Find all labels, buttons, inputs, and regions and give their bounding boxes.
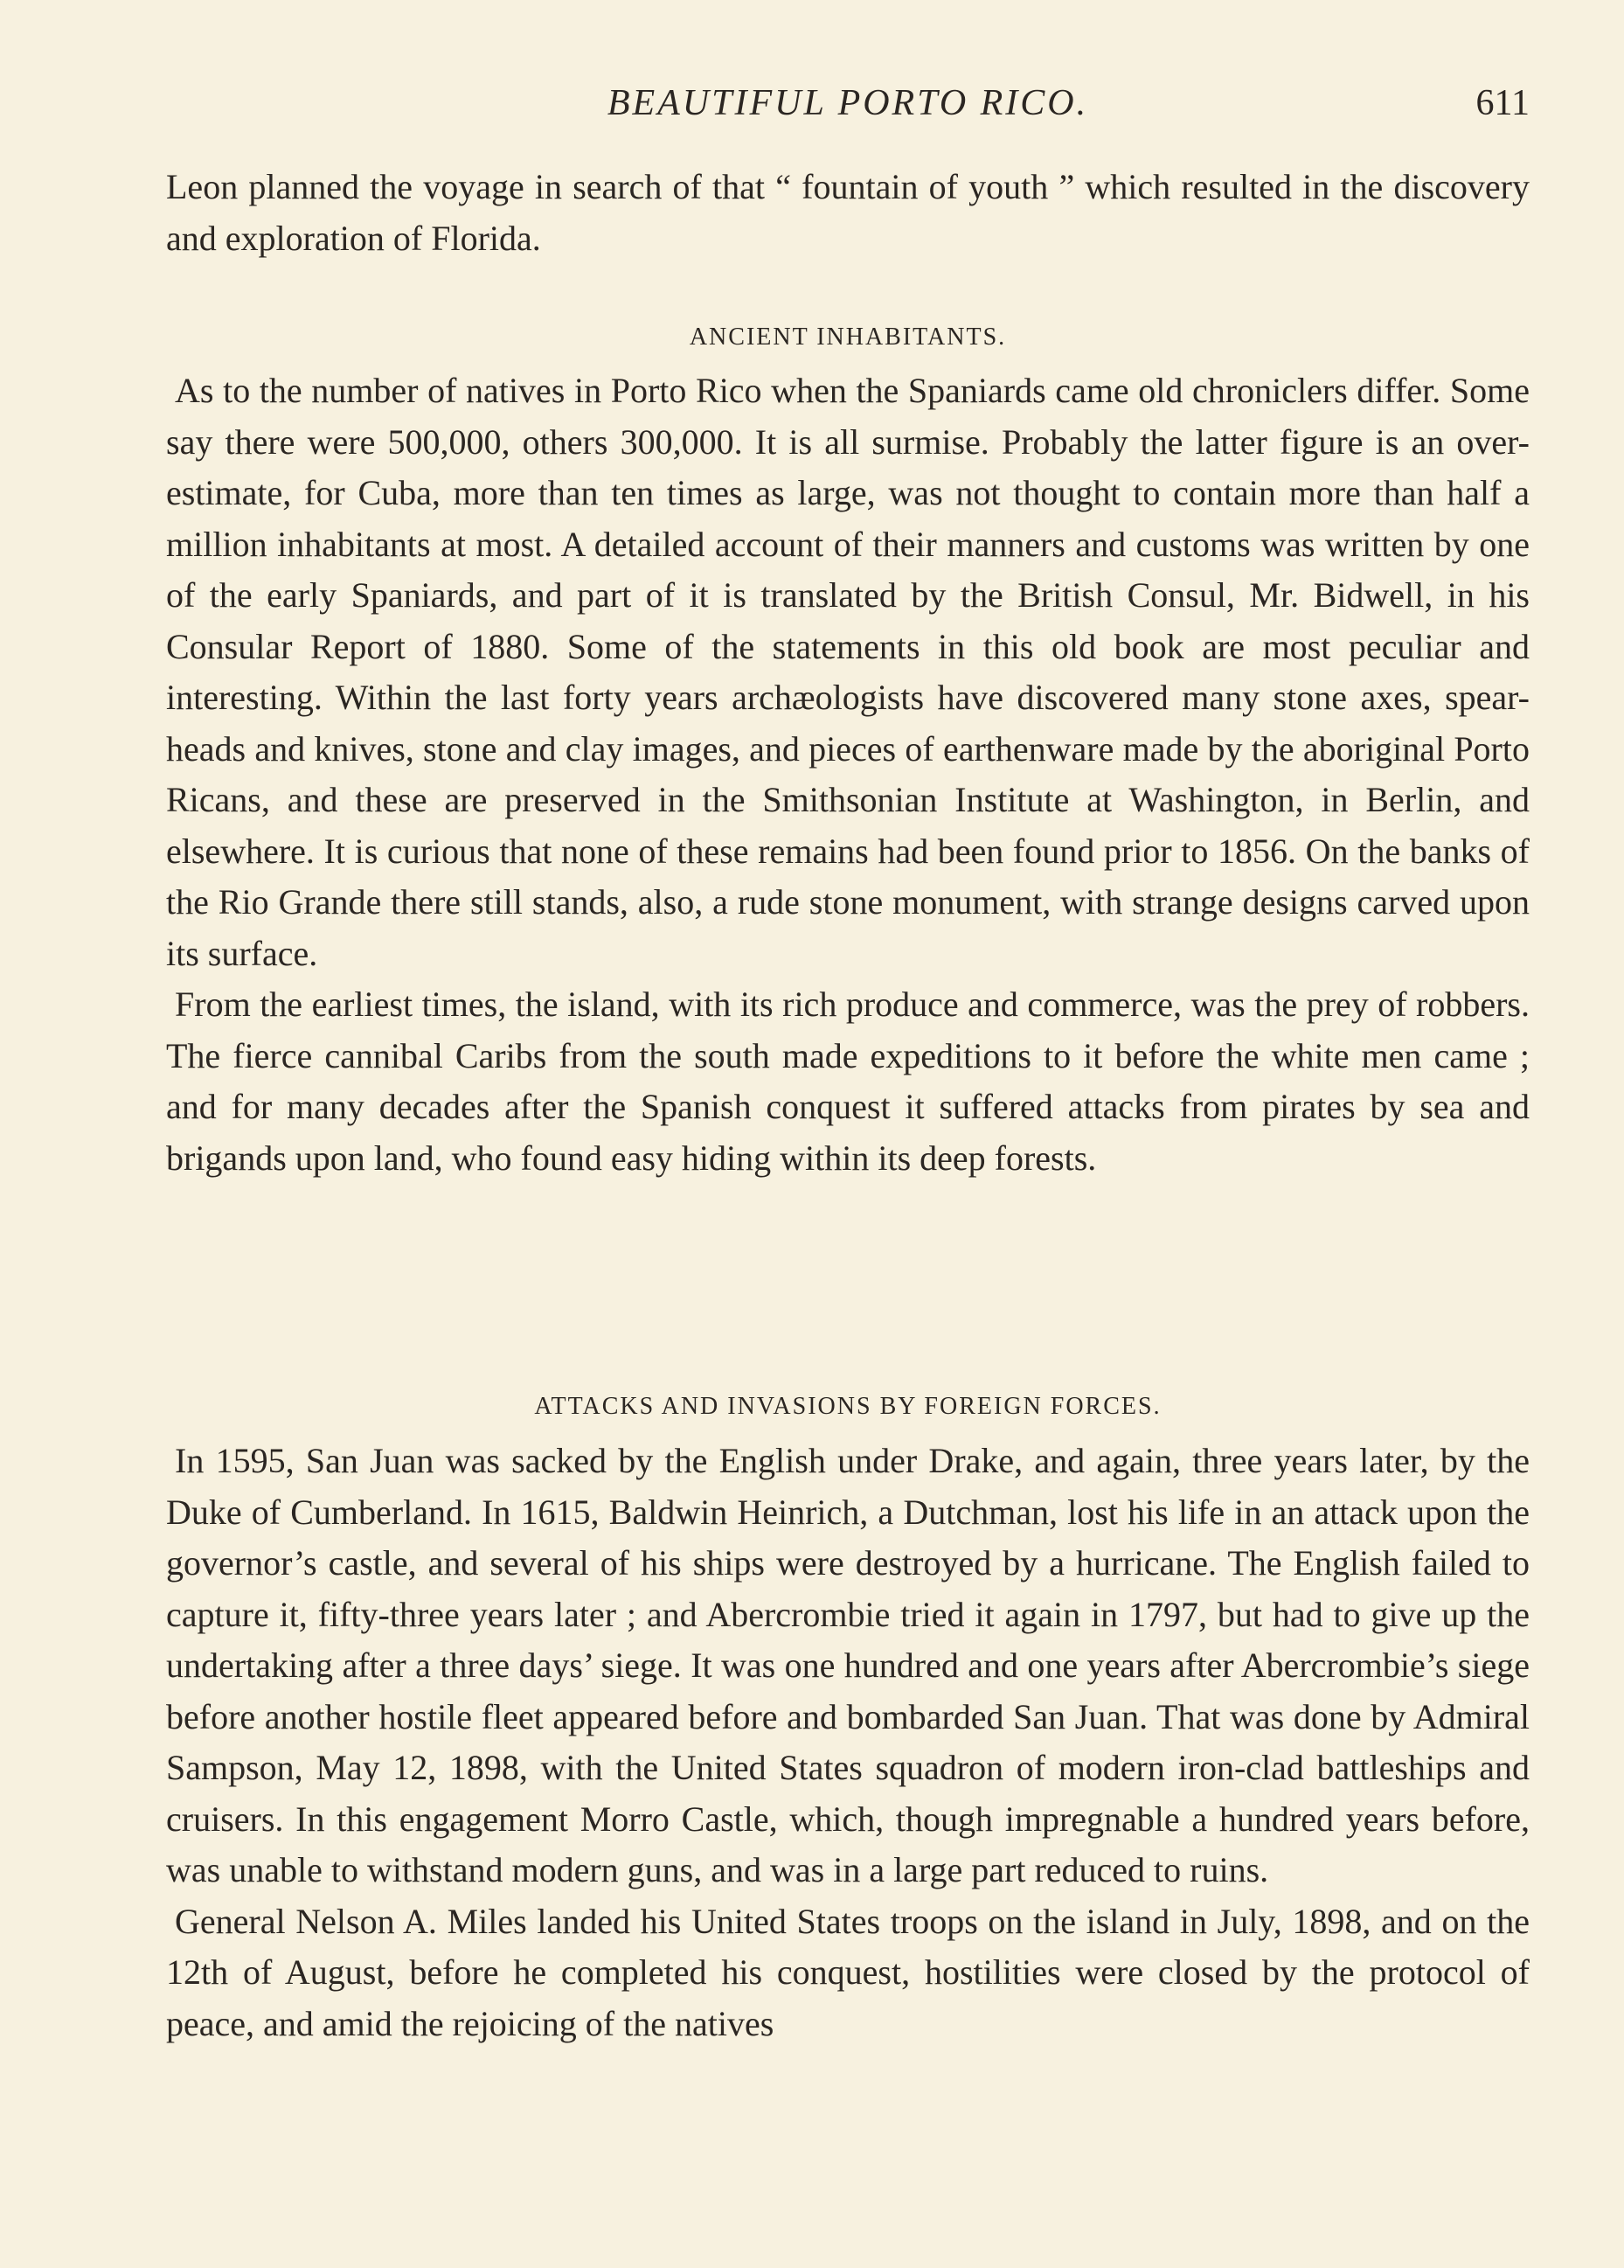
running-head (166, 77, 1530, 129)
section-body-attacks-and-invasions (166, 1436, 1530, 2049)
section-heading-ancient-inhabitants: ANCIENT INHABITANTS. (689, 324, 1007, 351)
paragraph: From the earliest times, the island, with its rich produce and commerce, was the prey of robbers. The fierce cannibal Caribs from the south made expeditions to it before the white men came ; and for many decades after the Spanish conquest it suffered attacks from pirates by sea and brigands upon land, who found easy hiding within its deep forests. (166, 984, 1530, 1178)
section-heading-attacks-and-invasions: ATTACKS AND INVASIONS BY FOREIGN FORCES. (534, 1393, 1162, 1420)
intro-paragraph-block (166, 162, 1530, 264)
paragraph: As to the number of natives in Porto Rico when the Spaniards came old chroniclers differ. Some say there were 500,000, others 300,000. It is all surmise. Probably the latter figure is an over-estimate, for Cuba, more than ten times as large, was not thought to contain more than half a million inhabitants at most. A detailed account of their manners and customs was written by one of the early Spaniards, and part of it is translated by the British Consul, Mr. Bidwell, in his Consular Report of 1880. Some of the statements in this old book are most peculiar and interesting. Within the last forty years archæologists have discovered many stone axes, spear-heads and knives, stone and clay images, and pieces of earthenware made by the aboriginal Porto Ricans, and these are preserved in the Smithsonian Institute at Washington, in Berlin, and elsewhere. It is curious that none of these remains had been found prior to 1856. On the banks of the Rio Grande there still stands, also, a rude stone monument, with strange designs carved upon its surface. (166, 371, 1530, 973)
paragraph: General Nelson A. Miles landed his United States troops on the island in July, 1898, and on the 12th of August, before he completed his conquest, hostilities were closed by the protocol of peace, and amid the rejoicing of the natives (166, 1901, 1530, 2043)
running-title: BEAUTIFUL PORTO RICO. (607, 83, 1089, 123)
section-body-ancient-inhabitants (166, 365, 1530, 1184)
intro-paragraph: Leon planned the voyage in search of that “ fountain of youth ” which resulted in the discovery and exploration of Florida. (166, 167, 1530, 258)
paragraph: In 1595, San Juan was sacked by the English under Drake, and again, three years later, by the Duke of Cumberland. In 1615, Baldwin Heinrich, a Dutchman, lost his life in an attack upon the governor’s castle, and several of his ships were destroyed by a hurricane. The English failed to capture it, fifty-three years later ; and Abercrombie tried it again in 1797, but had to give up the undertaking after a three days’ siege. It was one hundred and one years after Abercrombie’s siege before another hostile fleet appeared before and bombarded San Juan. That was done by Admiral Sampson, May 12, 1898, with the United States squadron of modern iron-clad battleships and cruisers. In this engagement Morro Castle, which, though impregnable a hundred years before, was unable to withstand modern guns, and was in a large part reduced to ruins. (166, 1441, 1530, 1889)
page-number: 611 (1475, 83, 1530, 123)
